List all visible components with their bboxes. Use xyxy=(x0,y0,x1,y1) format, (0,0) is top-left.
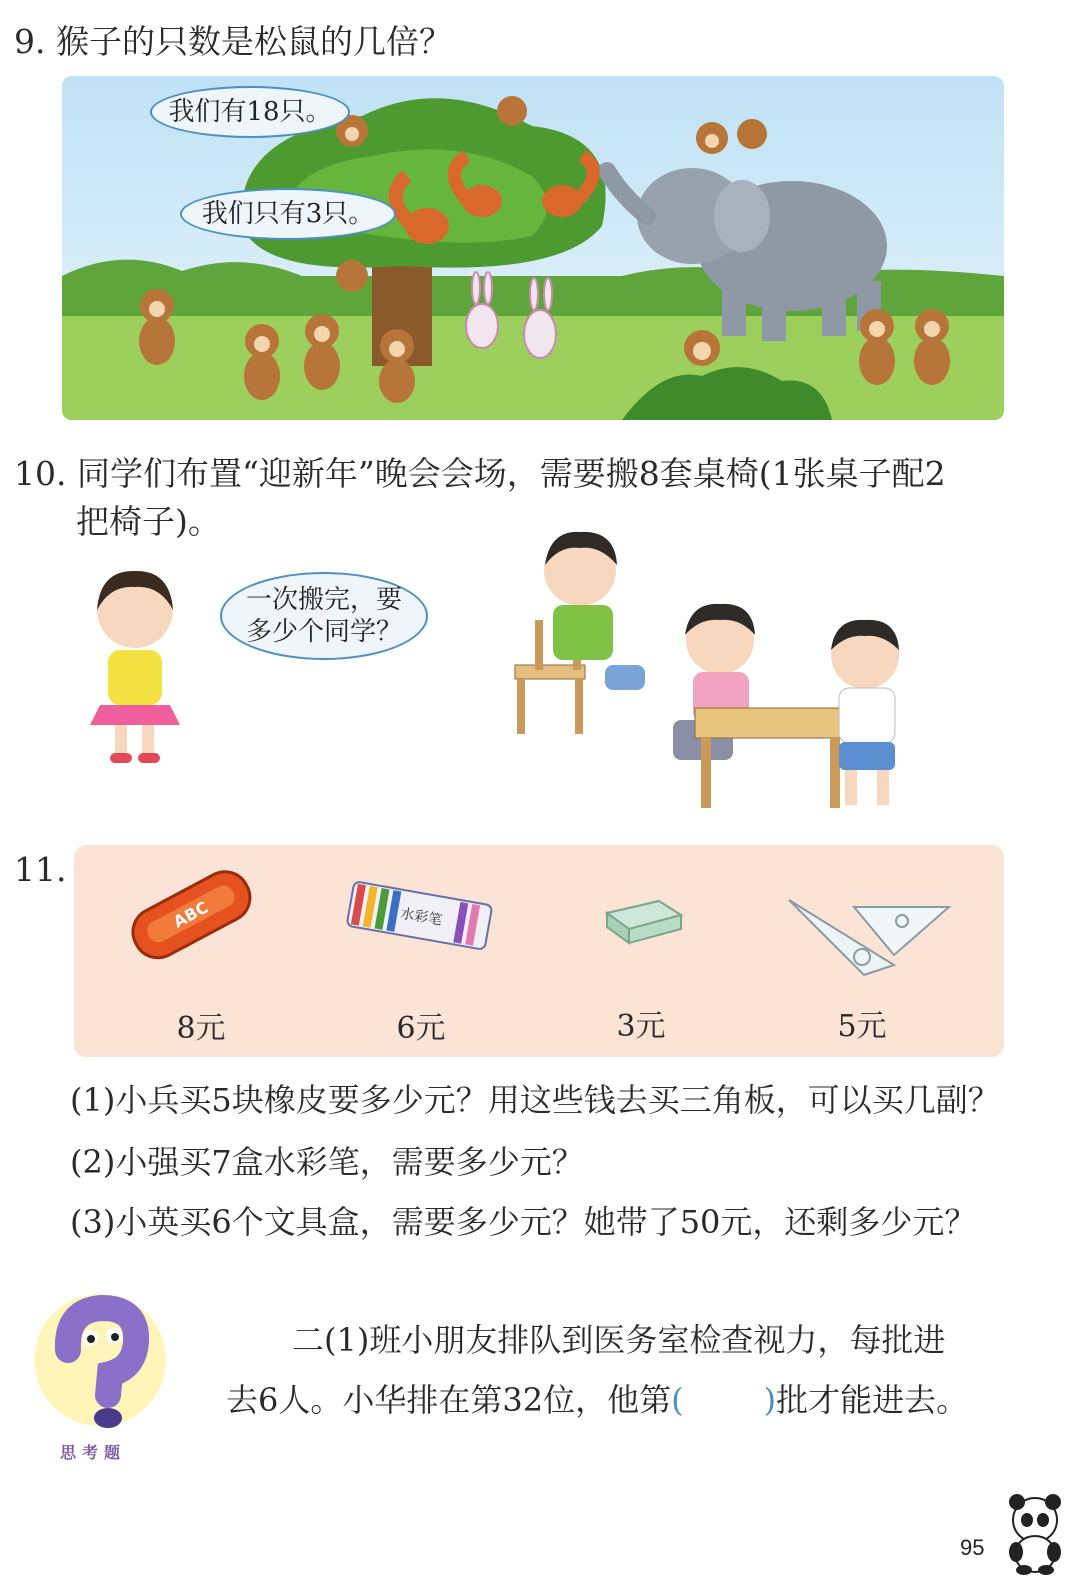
thinking-line-2-part-a: 去6人。小华排在第32位，他第 xyxy=(226,1381,672,1419)
kids-moving-furniture xyxy=(505,530,935,829)
price-pencil-case: 8元 xyxy=(176,1011,226,1046)
thinking-line-1: 二(1)班小朋友排队到医务室检查视力，每批进 xyxy=(292,1321,946,1359)
answer-blank-open: ( xyxy=(671,1381,684,1419)
eraser-icon xyxy=(599,893,689,948)
thinking-badge xyxy=(30,1290,170,1470)
zoo-illustration xyxy=(62,76,1004,420)
speech-bubble-monkeys: 我们有18只。 xyxy=(150,86,350,138)
stationery-price-panel xyxy=(74,845,1004,1057)
question-10-line1: 10. 同学们布置“迎新年”晚会会场，需要搬8套桌椅(1张桌子配2 xyxy=(14,454,946,493)
price-watercolor-pens: 6元 xyxy=(396,1011,446,1046)
question-11-sub-2: (2)小强买7盒水彩笔，需要多少元？ xyxy=(70,1143,584,1181)
watercolor-pens-label: 水彩笔 xyxy=(399,905,444,929)
question-10-line2: 把椅子)。 xyxy=(76,502,221,541)
thinking-line-2 xyxy=(226,1378,968,1422)
thinking-line-2-part-b: 批才能进去。 xyxy=(776,1381,969,1419)
thinking-badge-label: 思考题 xyxy=(60,1443,127,1462)
girl-icon xyxy=(70,565,200,775)
girl-illustration xyxy=(70,565,200,779)
speech-bubble-squirrels: 我们只有3只。 xyxy=(180,188,396,240)
panda-icon xyxy=(1000,1490,1070,1575)
question-11-sub-1: (1)小兵买5块橡皮要多少元？用这些钱去买三角板，可以买几副？ xyxy=(70,1081,1000,1119)
watercolor-pens-icon xyxy=(339,873,499,963)
page-number: 95 xyxy=(960,1535,985,1560)
question-9-text: 9. 猴子的只数是松鼠的几倍？ xyxy=(14,22,452,61)
speech-bubble-girl xyxy=(220,572,428,660)
pencil-case-label: ABC xyxy=(170,897,212,932)
pencil-case-icon xyxy=(124,855,259,975)
set-square-icon xyxy=(784,895,954,980)
kids-furniture-icon xyxy=(505,530,935,825)
price-eraser: 3元 xyxy=(616,1009,666,1044)
question-mark-icon xyxy=(30,1290,170,1440)
question-11-sub-3: (3)小英买6个文具盒，需要多少元？她带了50元，还剩多少元？ xyxy=(70,1203,977,1241)
bubble-line-2: 多少个同学？ xyxy=(245,617,402,647)
price-set-square: 5元 xyxy=(837,1009,887,1044)
answer-blank-close: ) xyxy=(763,1381,777,1419)
bubble-line-1: 一次搬完，要 xyxy=(245,585,402,615)
question-11-number: 11. xyxy=(14,850,67,889)
